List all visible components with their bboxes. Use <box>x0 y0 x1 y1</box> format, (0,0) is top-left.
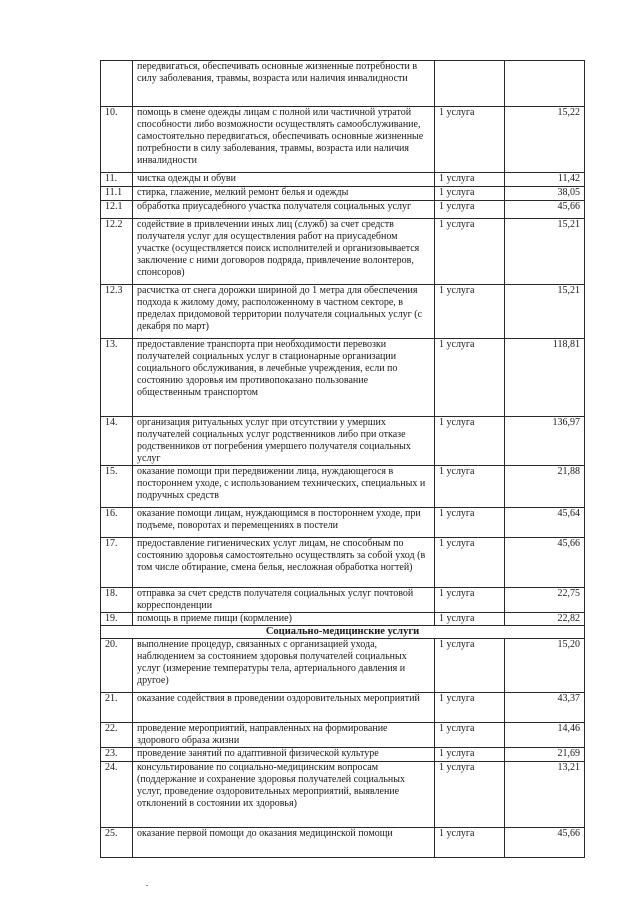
table-row <box>101 762 585 828</box>
price-cell: 38,05 <box>505 187 585 201</box>
row-number: 16. <box>101 508 133 538</box>
unit-cell: 1 услуга <box>435 508 505 538</box>
table-row <box>101 588 585 613</box>
table-row <box>101 107 585 173</box>
service-name: проведение мероприятий, направленных на формирование здорового образа жизни <box>133 723 435 748</box>
row-number: 25. <box>101 828 133 858</box>
section-title: Социально-медицинские услуги <box>101 626 585 639</box>
table-row <box>101 187 585 201</box>
table-row <box>101 748 585 762</box>
row-number: 12.2 <box>101 219 133 285</box>
row-number: 22. <box>101 723 133 748</box>
price-cell: 136,97 <box>505 417 585 466</box>
service-name: выполнение процедур, связанных с организацией ухода, наблюдением за состоянием здоровья получателей социальных услуг (измерение температуры тела, артериального давления и другое) <box>133 639 435 693</box>
price-cell: 21,69 <box>505 748 585 762</box>
table-row <box>101 61 585 107</box>
table-row <box>101 538 585 588</box>
price-cell: 15,22 <box>505 107 585 173</box>
unit-cell: 1 услуга <box>435 466 505 508</box>
table-row <box>101 466 585 508</box>
price-cell: 43,37 <box>505 693 585 723</box>
row-number: 11. <box>101 173 133 187</box>
table-row <box>101 693 585 723</box>
price-cell: 11,42 <box>505 173 585 187</box>
service-name: обработка приусадебного участка получателя социальных услуг <box>133 201 435 219</box>
price-cell: 45,66 <box>505 201 585 219</box>
row-number: 13. <box>101 339 133 417</box>
unit-cell: 1 услуга <box>435 723 505 748</box>
service-name: проведение занятий по адаптивной физической культуре <box>133 748 435 762</box>
unit-cell: 1 услуга <box>435 748 505 762</box>
row-number: 12.3 <box>101 285 133 339</box>
price-cell: 22,75 <box>505 588 585 613</box>
row-number <box>101 61 133 107</box>
table-row <box>101 723 585 748</box>
service-name: расчистка от снега дорожки шириной до 1 метра для обеспечения подхода к жилому дому, расположенному в частном секторе, в пределах придомовой территории получателя социальных услуг (с декабря по март) <box>133 285 435 339</box>
price-cell: 45,66 <box>505 538 585 588</box>
price-cell: 118,81 <box>505 339 585 417</box>
unit-cell: 1 услуга <box>435 639 505 693</box>
price-cell: 14,46 <box>505 723 585 748</box>
table-row <box>101 613 585 626</box>
row-number: 15. <box>101 466 133 508</box>
unit-cell: 1 услуга <box>435 693 505 723</box>
unit-cell: 1 услуга <box>435 219 505 285</box>
table-row <box>101 339 585 417</box>
price-cell: 21,88 <box>505 466 585 508</box>
table-row <box>101 219 585 285</box>
row-number: 14. <box>101 417 133 466</box>
service-name: организация ритуальных услуг при отсутствии у умерших получателей социальных услуг родственников либо при отказе родственников от погребения умершего получателя социальных услуг <box>133 417 435 466</box>
table-row <box>101 828 585 858</box>
service-name: оказание первой помощи до оказания медицинской помощи <box>133 828 435 858</box>
service-name: помощь в смене одежды лицам с полной или частичной утратой способности либо возможности осуществлять самообслуживание, самостоятельно передвигаться, обеспечивать основные жизненные потребности в силу заболевания, травмы, возраста или наличия инвалидности <box>133 107 435 173</box>
row-number: 24. <box>101 762 133 828</box>
row-number: 12.1 <box>101 201 133 219</box>
price-cell: 15,20 <box>505 639 585 693</box>
service-name: предоставление транспорта при необходимости перевозки получателей социальных услуг в стационарные организации социального обслуживания, в лечебные учреждения, если по состоянию здоровья им противопоказано пользование общественным транспортом <box>133 339 435 417</box>
unit-cell: 1 услуга <box>435 173 505 187</box>
service-name: оказание помощи при передвижении лица, нуждающегося в постороннем уходе, с использованием технических, специальных и подручных средств <box>133 466 435 508</box>
row-number: 18. <box>101 588 133 613</box>
unit-cell: 1 услуга <box>435 538 505 588</box>
table-row <box>101 417 585 466</box>
price-cell: 45,64 <box>505 508 585 538</box>
unit-cell: 1 услуга <box>435 107 505 173</box>
unit-cell: 1 услуга <box>435 588 505 613</box>
service-name: оказание содействия в проведении оздоровительных мероприятий <box>133 693 435 723</box>
section-row-group <box>101 626 585 639</box>
price-cell: 13,21 <box>505 762 585 828</box>
service-name: чистка одежды и обуви <box>133 173 435 187</box>
table-row <box>101 201 585 219</box>
table-body-bottom <box>101 639 585 858</box>
row-number: 11.1 <box>101 187 133 201</box>
price-cell: 45,66 <box>505 828 585 858</box>
table-body-top <box>101 61 585 626</box>
service-name: предоставление гигиенических услуг лицам, не способным по состоянию здоровья самостоятельно осуществлять за собой уход (в том числе обтирание, смена белья, несложная обработка ногтей) <box>133 538 435 588</box>
price-cell <box>505 61 585 107</box>
table-row <box>101 639 585 693</box>
unit-cell <box>435 61 505 107</box>
service-name: содействие в привлечении иных лиц (служб) за счет средств получателя услуг для осуществления работ на приусадебном участке (осуществляется поиск исполнителей и организовывается заключение с ними договоров подряда, привлечение волонтеров, спонсоров) <box>133 219 435 285</box>
unit-cell: 1 услуга <box>435 828 505 858</box>
row-number: 17. <box>101 538 133 588</box>
section-header-row <box>101 626 585 639</box>
row-number: 21. <box>101 693 133 723</box>
unit-cell: 1 услуга <box>435 201 505 219</box>
row-number: 19. <box>101 613 133 626</box>
table-row <box>101 285 585 339</box>
service-name: консультирование по социально-медицинским вопросам (поддержание и сохранение здоровья получателей социальных услуг, проведение оздоровительных мероприятий, выявление отклонений в состоянии их здоровья) <box>133 762 435 828</box>
price-cell: 15,21 <box>505 285 585 339</box>
price-cell: 22,82 <box>505 613 585 626</box>
services-price-table <box>100 60 585 858</box>
service-name: оказание помощи лицам, нуждающимся в постороннем уходе, при подъеме, поворотах и перемещениях в постели <box>133 508 435 538</box>
row-number: 20. <box>101 639 133 693</box>
service-name: стирка, глажение, мелкий ремонт белья и одежды <box>133 187 435 201</box>
unit-cell: 1 услуга <box>435 613 505 626</box>
unit-cell: 1 услуга <box>435 187 505 201</box>
unit-cell: 1 услуга <box>435 339 505 417</box>
row-number: 10. <box>101 107 133 173</box>
service-name: передвигаться, обеспечивать основные жизненные потребности в силу заболевания, травмы, возраста или наличия инвалидности <box>133 61 435 107</box>
scan-speck <box>146 885 148 886</box>
table-row <box>101 508 585 538</box>
service-name: отправка за счет средств получателя социальных услуг почтовой корреспонденции <box>133 588 435 613</box>
unit-cell: 1 услуга <box>435 285 505 339</box>
unit-cell: 1 услуга <box>435 417 505 466</box>
table-row <box>101 173 585 187</box>
service-name: помощь в приеме пищи (кормление) <box>133 613 435 626</box>
price-cell: 15,21 <box>505 219 585 285</box>
unit-cell: 1 услуга <box>435 762 505 828</box>
row-number: 23. <box>101 748 133 762</box>
